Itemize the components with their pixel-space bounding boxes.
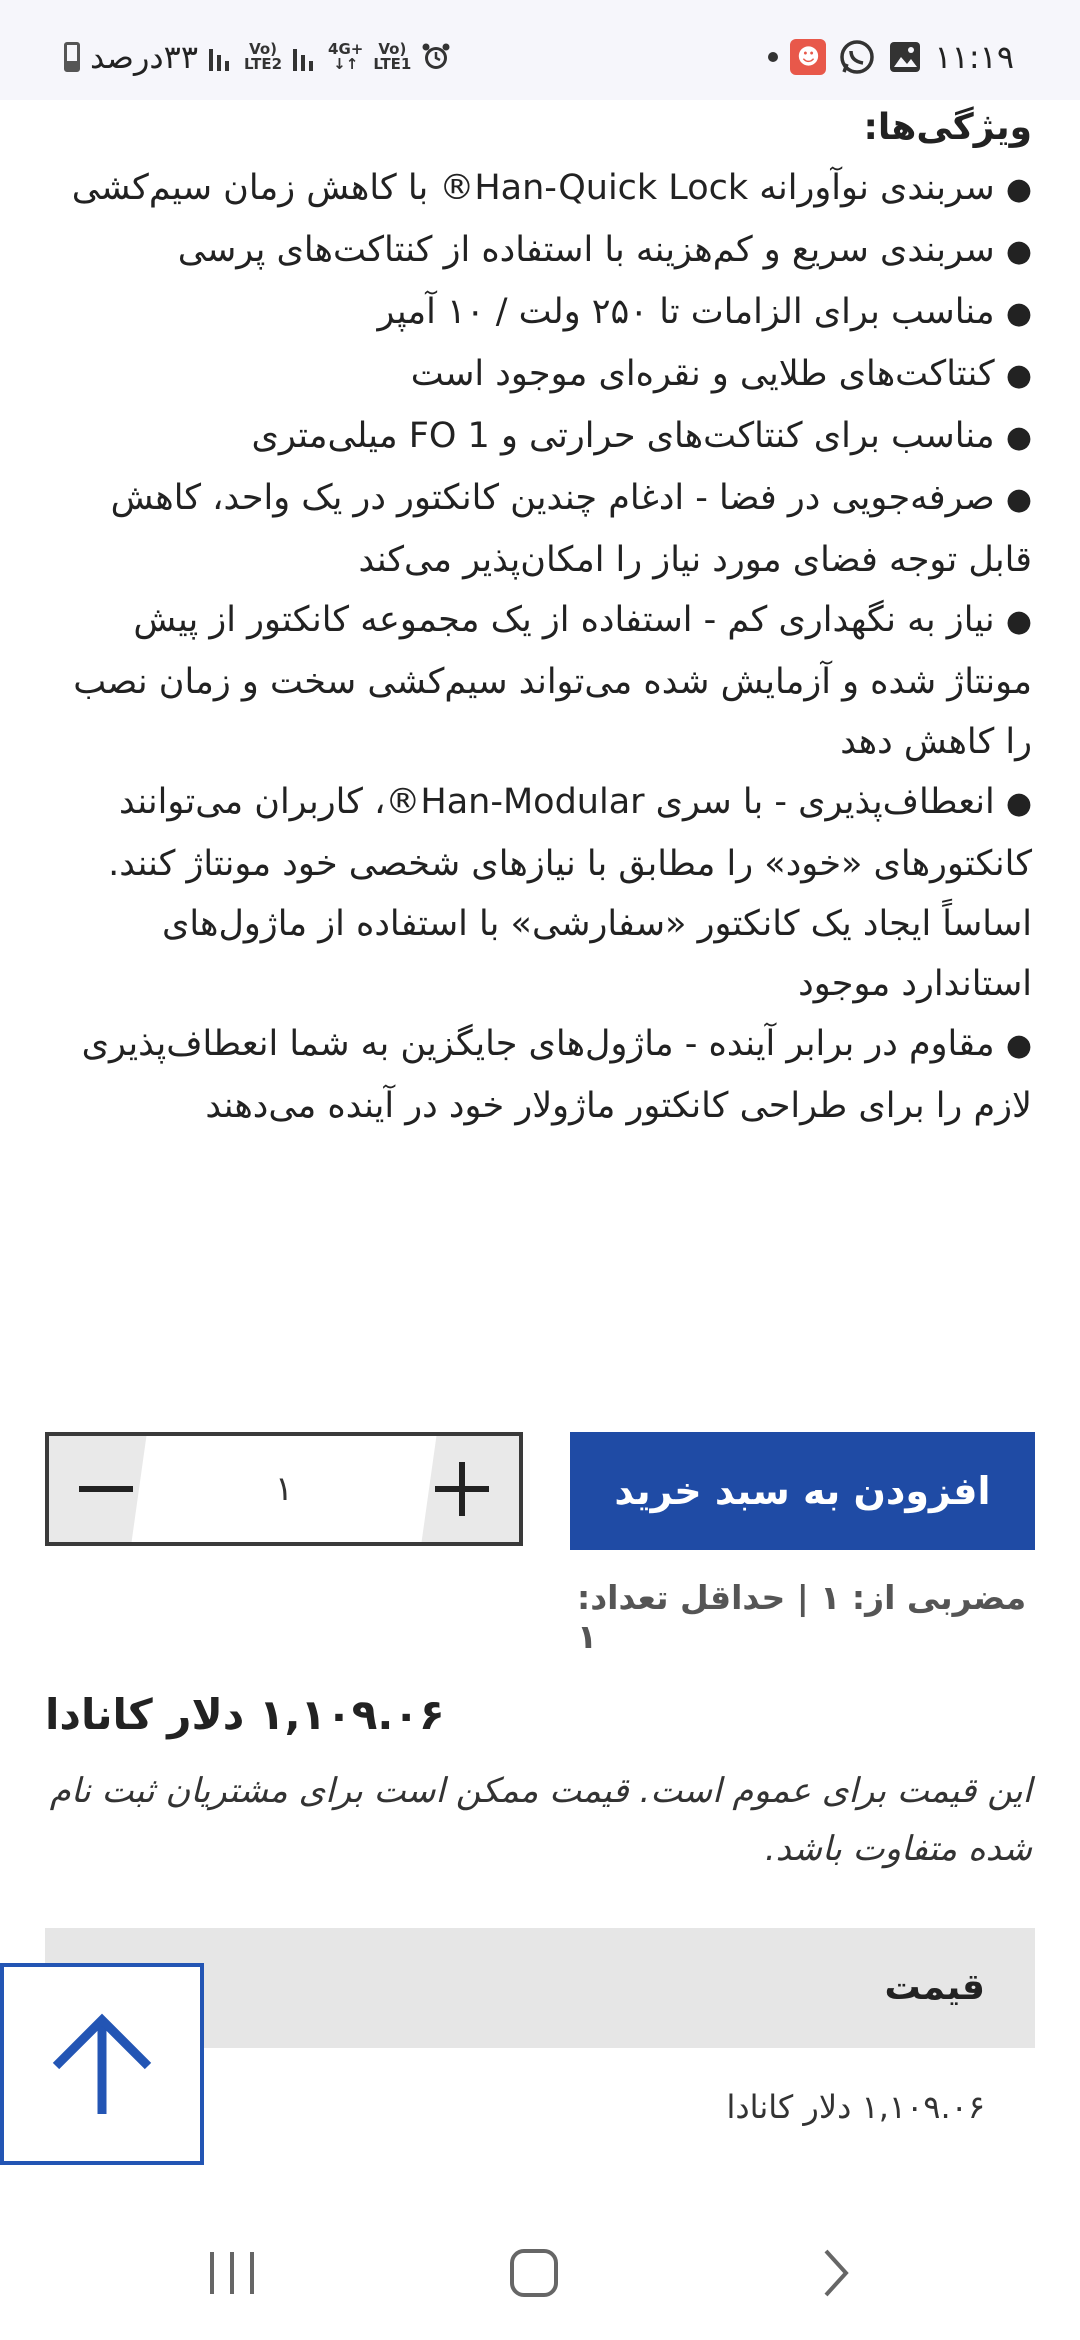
feature-text: صرفه‌جویی در فضا - ادغام چندین کانکتور در یک واحد، کاهش قابل توجه فضای مورد نیاز را امکان‌پذیر می‌کند [110,478,1032,580]
alarm-icon [421,42,451,72]
feature-text: نیاز به نگهداری کم - استفاده از یک مجموعه کانکتور از پیش مونتاژ شده و آزمایش شده می‌تواند سیم‌کشی سخت و زمان نصب را کاهش دهد [73,600,1032,762]
home-button[interactable] [494,2238,574,2308]
bullet: ● [1005,296,1032,331]
table-row: ۱,۱۰۹.۰۶ دلار کانادا [726,2088,985,2126]
features-section [42,98,1032,1136]
bullet: ● [1005,172,1032,207]
recents-button[interactable] [192,2238,272,2308]
bullet: ● [1005,1028,1032,1063]
feature-item [42,282,1032,344]
feature-item [42,1014,1032,1136]
signal-icon [292,43,318,71]
feature-item [42,344,1032,406]
status-left-group [64,38,451,76]
bullet: ● [1005,358,1032,393]
volte-lte1-label: Vo) LTE1 [373,40,412,73]
feature-text: سربندی سریع و کم‌هزینه با استفاده از کنتاکت‌های پرسی [177,230,995,270]
feature-item [42,220,1032,282]
feature-text: کنتاکت‌های طلایی و نقره‌ای موجود است [410,354,995,394]
whatsapp-icon [838,38,876,76]
quantity-input[interactable] [132,1436,437,1542]
volte-lte2-label: Vo) LTE2 [244,40,283,73]
status-time: ۱۱:۱۹ [934,38,1014,76]
network-type-label: 4G+ ↓↑ [328,40,364,73]
feature-item [42,590,1032,772]
feature-item [42,468,1032,590]
features-title: ویژگی‌ها: [863,107,1032,148]
recents-icon [207,2250,257,2296]
features-list [42,158,1032,1136]
add-to-cart-button[interactable]: افزودن به سبد خرید [570,1432,1035,1550]
bullet: ● [1005,420,1032,455]
app-notification-icon: ☻ [790,39,826,75]
status-bar [0,0,1080,100]
back-icon [820,2247,852,2299]
quantity-stepper [45,1432,523,1546]
home-icon [508,2247,560,2299]
min-quantity-text: مضربی از: ۱ | حداقل تعداد: ۱ [577,1578,1027,1656]
arrow-up-icon [42,2004,162,2124]
bullet: ● [1005,786,1032,821]
battery-percent: ۳۳درصد [90,38,199,76]
minus-icon [79,1484,133,1494]
navigation-bar [0,2200,1080,2340]
battery-icon [64,42,80,72]
gallery-icon [888,40,922,74]
price-table-header: قیمت [45,1928,1035,2048]
status-right-group [768,38,1014,76]
plus-icon [435,1462,489,1516]
scroll-to-top-button[interactable] [0,1963,204,2165]
product-price: ۱,۱۰۹.۰۶ دلار کانادا [45,1690,445,1739]
feature-item [42,406,1032,468]
feature-item [42,158,1032,220]
price-note: این قیمت برای عموم است. قیمت ممکن است برای مشتریان ثبت نام شده متفاوت باشد. [49,1771,1032,1869]
feature-item [42,772,1032,1014]
min-quantity-row [42,1578,1032,1656]
signal-icon [208,43,234,71]
feature-text: انعطاف‌پذیری - با سری Han-Modular®، کاربران می‌توانند کانکتورهای «خود» را مطابق با نیازهای شخصی خود مونتاژ کنند. اساساً ایجاد یک کانکتور «سفارشی» با استفاده از ماژول‌های استاندارد موجود [108,782,1032,1004]
feature-text: مقاوم در برابر آینده - ماژول‌های جایگزین به شما انعطاف‌پذیری لازم را برای طراحی کانکتور ماژولار خود در آینده می‌دهند [81,1024,1032,1126]
bullet: ● [1005,482,1032,517]
feature-text: مناسب برای الزامات تا ۲۵۰ ولت / ۱۰ آمپر [377,292,995,332]
bullet: ● [1005,234,1032,269]
quantity-value: ۱ [274,1469,294,1509]
bullet: ● [1005,604,1032,639]
back-button[interactable] [796,2238,876,2308]
feature-text: مناسب برای کنتاکت‌های حرارتی و FO 1 میلی‌متری [251,416,995,456]
notification-dot-icon [768,52,778,62]
feature-text: سربندی نوآورانه Han-Quick Lock® با کاهش زمان سیم‌کشی [71,168,995,208]
increase-quantity-button[interactable] [417,1436,507,1542]
